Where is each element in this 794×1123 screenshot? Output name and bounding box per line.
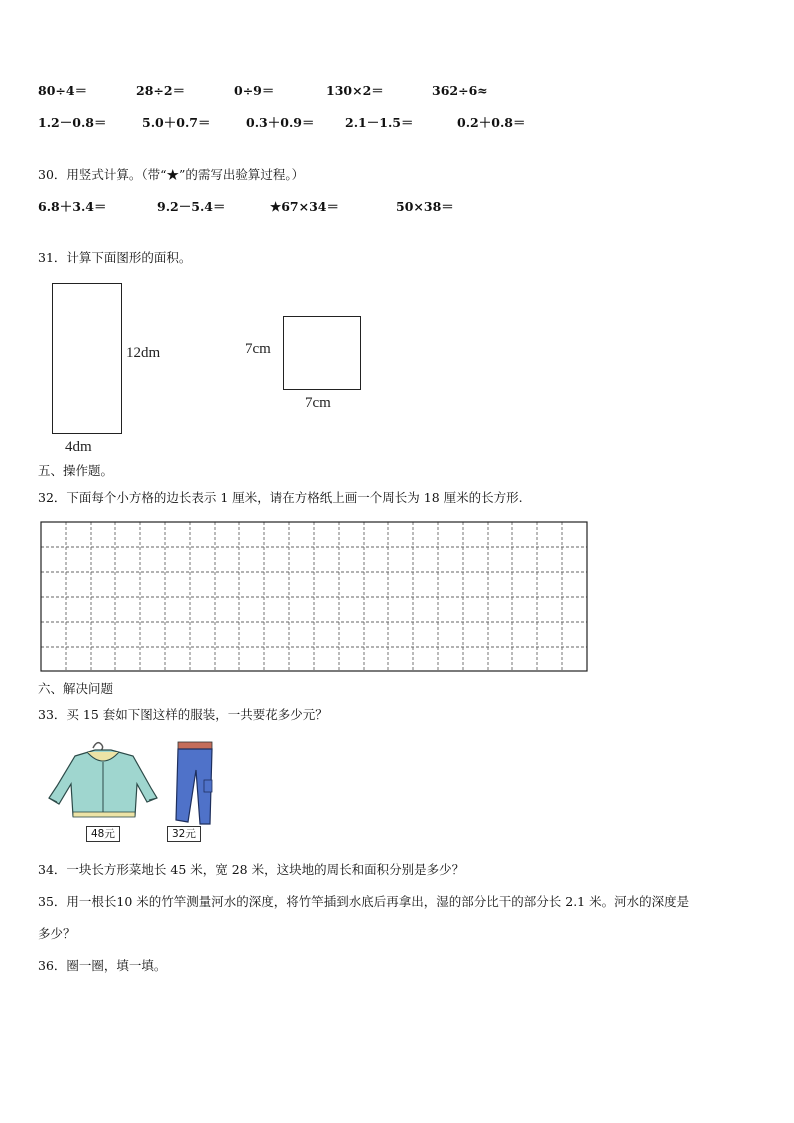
- pants-price-tag: 32元: [167, 826, 201, 842]
- jacket-image: [45, 736, 163, 824]
- calc-item: 0÷9＝: [234, 83, 275, 98]
- rectangle-width-label: 4dm: [65, 439, 92, 455]
- vertical-calc-item: ★67×34＝: [270, 199, 339, 214]
- square-bottom-label: 7cm: [305, 395, 331, 411]
- calc-item: 2.1－1.5＝: [345, 115, 414, 130]
- calc-item: 362÷6≈: [432, 83, 488, 98]
- calc-item: 130×2＝: [326, 83, 384, 98]
- vertical-calc-item: 9.2－5.4＝: [157, 199, 226, 214]
- square-shape: [283, 316, 361, 390]
- question-34: 34．一块长方形菜地长 45 米，宽 28 米，这块地的周长和面积分别是多少？: [38, 862, 465, 877]
- square-side-label: 7cm: [245, 341, 271, 357]
- pants-image: [160, 740, 220, 826]
- rectangle-height-label: 12dm: [126, 345, 161, 361]
- vertical-calc-item: 50×38＝: [396, 199, 454, 214]
- question-33-title: 33．买 15 套如下图这样的服装，一共要花多少元？: [38, 707, 328, 722]
- question-32-title: 32．下面每个小方格的边长表示 1 厘米，请在方格纸上画一个周长为 18 厘米的长方形.: [38, 490, 523, 505]
- question-36: 36．圈一圈，填一填。: [38, 958, 167, 973]
- rectangle-shape: [52, 283, 122, 434]
- section-5-heading: 五、操作题。: [38, 463, 114, 478]
- square-grid-paper: [40, 521, 589, 673]
- vertical-calc-item: 6.8＋3.4＝: [38, 199, 107, 214]
- question-35-line1: 35．用一根长10 米的竹竿测量河水的深度，将竹竿插到水底后再拿出，湿的部分比干的部分长 2.1 米。河水的深度是: [38, 894, 690, 909]
- question-30-title: 30．用竖式计算。（带“★”的需写出验算过程。）: [38, 167, 305, 182]
- question-31-title: 31．计算下面图形的面积。: [38, 250, 192, 265]
- section-6-heading: 六、解决问题: [38, 681, 114, 696]
- calc-item: 28÷2＝: [136, 83, 186, 98]
- question-35-line2: 多少？: [38, 926, 76, 941]
- calc-item: 0.2＋0.8＝: [457, 115, 526, 130]
- calc-item: 0.3＋0.9＝: [246, 115, 315, 130]
- calc-item: 80÷4＝: [38, 83, 88, 98]
- calc-item: 1.2－0.8＝: [38, 115, 107, 130]
- jacket-price-tag: 48元: [86, 826, 120, 842]
- calc-item: 5.0＋0.7＝: [142, 115, 211, 130]
